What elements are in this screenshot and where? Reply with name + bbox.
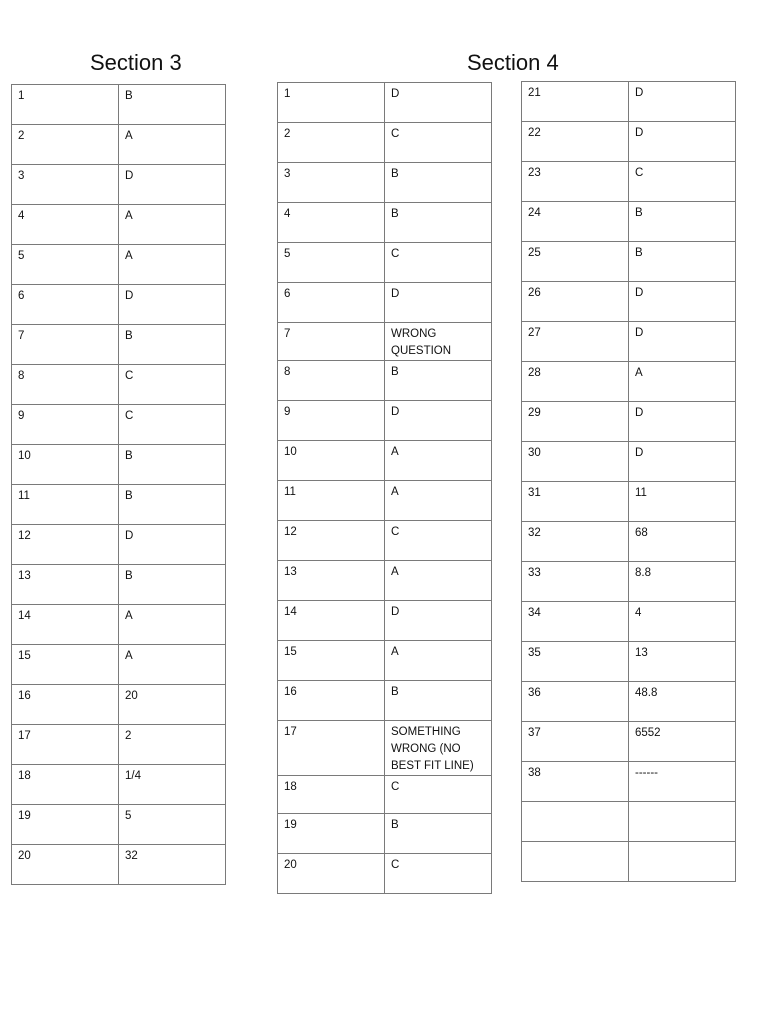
table-row (522, 482, 736, 522)
question-number: 7 (12, 325, 119, 365)
table-row (522, 522, 736, 562)
question-number: 13 (12, 565, 119, 605)
question-number: 26 (522, 282, 629, 322)
question-number: 16 (278, 681, 385, 721)
question-number: 20 (278, 854, 385, 894)
question-number: 13 (278, 561, 385, 601)
table-row (278, 681, 492, 721)
answer-cell: D (119, 525, 226, 565)
section-3-answer-table (11, 84, 226, 885)
answer-cell: D (385, 401, 492, 441)
question-number: 1 (12, 85, 119, 125)
table-row (278, 641, 492, 681)
table-row (522, 362, 736, 402)
question-number: 27 (522, 322, 629, 362)
table-row (522, 802, 736, 842)
answer-cell: B (629, 202, 736, 242)
table-row (12, 525, 226, 565)
table-row (278, 521, 492, 561)
answer-cell: A (385, 441, 492, 481)
question-number: 9 (278, 401, 385, 441)
table-row (522, 282, 736, 322)
table-row (12, 565, 226, 605)
question-number: 3 (12, 165, 119, 205)
table-row (278, 283, 492, 323)
table-row (12, 845, 226, 885)
question-number: 1 (278, 83, 385, 123)
question-number: 16 (12, 685, 119, 725)
table-row (12, 245, 226, 285)
question-number: 28 (522, 362, 629, 402)
table-row (278, 814, 492, 854)
question-number: 8 (278, 361, 385, 401)
question-number (522, 802, 629, 842)
table-row (522, 82, 736, 122)
table-row (12, 445, 226, 485)
table-row (12, 85, 226, 125)
table-row (278, 441, 492, 481)
answer-cell: 32 (119, 845, 226, 885)
answer-cell: B (119, 565, 226, 605)
answer-cell: C (629, 162, 736, 202)
table-row (12, 765, 226, 805)
question-number: 19 (12, 805, 119, 845)
question-number: 30 (522, 442, 629, 482)
answer-cell: 5 (119, 805, 226, 845)
answer-cell: B (385, 361, 492, 401)
table-row (12, 405, 226, 445)
table-row (522, 202, 736, 242)
answer-cell: A (119, 645, 226, 685)
question-number: 37 (522, 722, 629, 762)
answer-cell: C (385, 854, 492, 894)
answer-cell: C (385, 521, 492, 561)
question-number: 35 (522, 642, 629, 682)
answer-cell: B (385, 163, 492, 203)
question-number: 22 (522, 122, 629, 162)
answer-cell: B (385, 203, 492, 243)
table-row (278, 401, 492, 441)
table-row (522, 322, 736, 362)
answer-cell: B (385, 681, 492, 721)
answer-cell: 13 (629, 642, 736, 682)
question-number (522, 842, 629, 882)
answer-cell: 2 (119, 725, 226, 765)
table-row (278, 203, 492, 243)
table-row (12, 165, 226, 205)
table-row (522, 762, 736, 802)
answer-cell: C (385, 776, 492, 814)
answer-cell: B (119, 485, 226, 525)
answer-cell: 20 (119, 685, 226, 725)
question-number: 38 (522, 762, 629, 802)
answer-cell: D (385, 601, 492, 641)
question-number: 6 (278, 283, 385, 323)
answer-cell (629, 802, 736, 842)
section-4-answer-table-right (521, 81, 736, 882)
answer-cell: B (629, 242, 736, 282)
answer-cell: 68 (629, 522, 736, 562)
table-row (278, 361, 492, 401)
question-number: 24 (522, 202, 629, 242)
answer-cell: 4 (629, 602, 736, 642)
table-row (522, 242, 736, 282)
question-number: 17 (278, 721, 385, 776)
answer-cell: A (119, 125, 226, 165)
answer-cell: D (629, 122, 736, 162)
question-number: 18 (12, 765, 119, 805)
table-row (278, 776, 492, 814)
question-number: 4 (278, 203, 385, 243)
question-number: 8 (12, 365, 119, 405)
answer-cell: 8.8 (629, 562, 736, 602)
question-number: 6 (12, 285, 119, 325)
answer-cell: D (119, 165, 226, 205)
question-number: 29 (522, 402, 629, 442)
answer-cell: WRONG QUESTION (385, 323, 492, 361)
answer-cell: D (629, 82, 736, 122)
table-row (522, 402, 736, 442)
question-number: 10 (278, 441, 385, 481)
answer-cell: D (385, 283, 492, 323)
answer-cell: B (385, 814, 492, 854)
table-row (278, 854, 492, 894)
answer-cell: A (119, 205, 226, 245)
answer-cell: A (629, 362, 736, 402)
table-row (522, 722, 736, 762)
answer-cell: C (119, 405, 226, 445)
question-number: 12 (278, 521, 385, 561)
answer-cell: 6552 (629, 722, 736, 762)
table-row (278, 323, 492, 361)
answer-cell: C (119, 365, 226, 405)
question-number: 36 (522, 682, 629, 722)
question-number: 32 (522, 522, 629, 562)
table-row (12, 485, 226, 525)
table-row (12, 365, 226, 405)
table-row (278, 561, 492, 601)
answer-cell: B (119, 325, 226, 365)
answer-cell: A (385, 641, 492, 681)
section-4-title: Section 4 (467, 50, 559, 75)
table-row (12, 285, 226, 325)
answer-cell: 48.8 (629, 682, 736, 722)
question-number: 2 (278, 123, 385, 163)
question-number: 15 (12, 645, 119, 685)
answer-cell: SOMETHING WRONG (NO BEST FIT LINE) (385, 721, 492, 776)
table-row (278, 123, 492, 163)
question-number: 33 (522, 562, 629, 602)
question-number: 3 (278, 163, 385, 203)
table-row (522, 842, 736, 882)
question-number: 5 (278, 243, 385, 283)
answer-cell: 11 (629, 482, 736, 522)
answer-cell: A (119, 605, 226, 645)
question-number: 15 (278, 641, 385, 681)
table-row (522, 122, 736, 162)
answer-cell: A (385, 481, 492, 521)
question-number: 19 (278, 814, 385, 854)
table-row (522, 442, 736, 482)
question-number: 21 (522, 82, 629, 122)
answer-cell (629, 842, 736, 882)
table-row (522, 642, 736, 682)
table-row (522, 562, 736, 602)
answer-cell: D (119, 285, 226, 325)
answer-cell: ------ (629, 762, 736, 802)
table-row (522, 162, 736, 202)
answer-cell: A (119, 245, 226, 285)
answer-cell: D (385, 83, 492, 123)
answer-cell: D (629, 282, 736, 322)
answer-cell: C (385, 243, 492, 283)
question-number: 31 (522, 482, 629, 522)
question-number: 18 (278, 776, 385, 814)
question-number: 34 (522, 602, 629, 642)
question-number: 9 (12, 405, 119, 445)
table-row (278, 83, 492, 123)
question-number: 14 (278, 601, 385, 641)
question-number: 25 (522, 242, 629, 282)
table-row (522, 682, 736, 722)
table-row (278, 163, 492, 203)
table-row (12, 725, 226, 765)
answer-cell: B (119, 85, 226, 125)
table-row (12, 125, 226, 165)
table-row (12, 205, 226, 245)
question-number: 2 (12, 125, 119, 165)
answer-cell: B (119, 445, 226, 485)
answer-cell: D (629, 442, 736, 482)
answer-cell: 1/4 (119, 765, 226, 805)
question-number: 4 (12, 205, 119, 245)
question-number: 7 (278, 323, 385, 361)
answer-cell: D (629, 322, 736, 362)
table-row (12, 685, 226, 725)
question-number: 11 (12, 485, 119, 525)
answer-cell: D (629, 402, 736, 442)
section-4-answer-table-left (277, 82, 492, 894)
table-row (12, 805, 226, 845)
question-number: 10 (12, 445, 119, 485)
table-row (12, 645, 226, 685)
question-number: 17 (12, 725, 119, 765)
table-row (12, 325, 226, 365)
answer-cell: C (385, 123, 492, 163)
question-number: 20 (12, 845, 119, 885)
section-3-title: Section 3 (90, 50, 182, 75)
table-row (278, 601, 492, 641)
question-number: 12 (12, 525, 119, 565)
table-row (278, 481, 492, 521)
question-number: 5 (12, 245, 119, 285)
table-row (278, 243, 492, 283)
table-row (12, 605, 226, 645)
table-row (278, 721, 492, 776)
question-number: 11 (278, 481, 385, 521)
table-row (522, 602, 736, 642)
question-number: 23 (522, 162, 629, 202)
answer-cell: A (385, 561, 492, 601)
question-number: 14 (12, 605, 119, 645)
